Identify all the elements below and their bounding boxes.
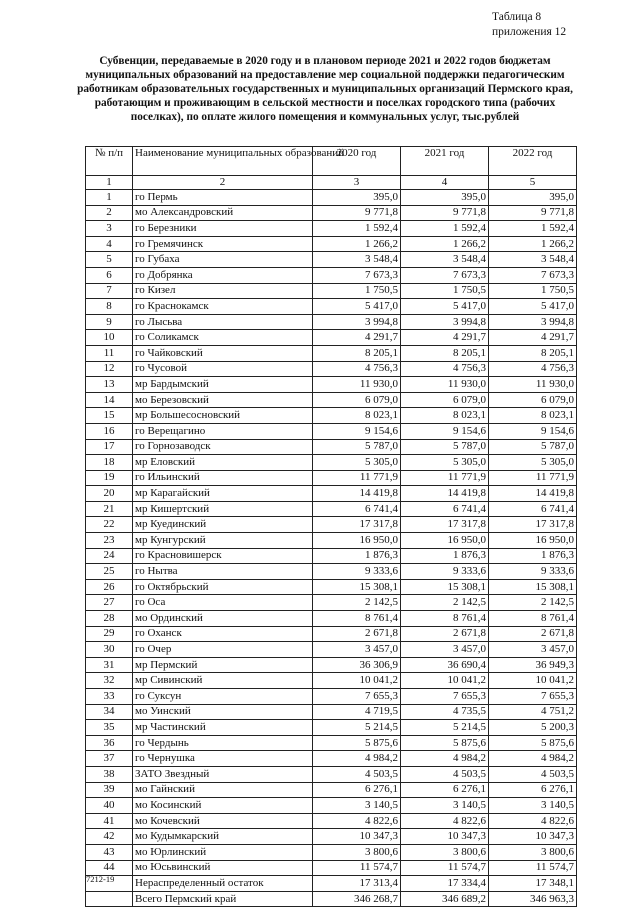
value-2022: 2 671,8 xyxy=(489,626,577,642)
municipality-name: го Верещагино xyxy=(133,423,313,439)
unallocated-2020: 17 313,4 xyxy=(313,876,401,892)
value-2021: 1 266,2 xyxy=(401,236,489,252)
value-2020: 4 291,7 xyxy=(313,330,401,346)
value-2022: 11 930,0 xyxy=(489,377,577,393)
municipality-name: мо Кудымкарский xyxy=(133,829,313,845)
row-number: 34 xyxy=(86,704,133,720)
value-2022: 10 347,3 xyxy=(489,829,577,845)
table-row xyxy=(86,798,577,814)
unallocated-2021: 17 334,4 xyxy=(401,876,489,892)
value-2020: 8 205,1 xyxy=(313,345,401,361)
table-row xyxy=(86,361,577,377)
value-2021: 6 079,0 xyxy=(401,392,489,408)
total-label: Всего Пермский край xyxy=(133,891,313,907)
subventions-table xyxy=(85,146,577,907)
municipality-name: го Чусовой xyxy=(133,361,313,377)
table-row xyxy=(86,657,577,673)
value-2022: 8 205,1 xyxy=(489,345,577,361)
row-number: 36 xyxy=(86,735,133,751)
unallocated-label: Нераспределенный остаток xyxy=(133,876,313,892)
table-row xyxy=(86,751,577,767)
value-2022: 7 655,3 xyxy=(489,689,577,705)
value-2022: 1 592,4 xyxy=(489,221,577,237)
municipality-name: го Гремячинск xyxy=(133,236,313,252)
value-2020: 1 592,4 xyxy=(313,221,401,237)
table-row xyxy=(86,423,577,439)
table-row xyxy=(86,564,577,580)
table-row xyxy=(86,205,577,221)
row-number: 16 xyxy=(86,423,133,439)
table-row xyxy=(86,345,577,361)
value-2020: 3 548,4 xyxy=(313,252,401,268)
municipality-name: мр Сивинский xyxy=(133,673,313,689)
value-2020: 3 457,0 xyxy=(313,642,401,658)
value-2022: 2 142,5 xyxy=(489,595,577,611)
municipality-name: мр Кишертский xyxy=(133,501,313,517)
table-reference xyxy=(492,10,566,40)
value-2020: 6 276,1 xyxy=(313,782,401,798)
table-row xyxy=(86,689,577,705)
municipality-name: го Соликамск xyxy=(133,330,313,346)
col-number-4: 4 xyxy=(401,176,489,190)
municipality-name: мо Березовский xyxy=(133,392,313,408)
value-2022: 3 800,6 xyxy=(489,844,577,860)
municipality-name: го Кизел xyxy=(133,283,313,299)
row-number: 18 xyxy=(86,455,133,471)
row-number: 26 xyxy=(86,579,133,595)
value-2021: 6 741,4 xyxy=(401,501,489,517)
value-2022: 5 305,0 xyxy=(489,455,577,471)
value-2021: 17 317,8 xyxy=(401,517,489,533)
value-2020: 8 023,1 xyxy=(313,408,401,424)
value-2020: 5 417,0 xyxy=(313,299,401,315)
value-2022: 10 041,2 xyxy=(489,673,577,689)
row-number: 12 xyxy=(86,361,133,377)
value-2021: 7 655,3 xyxy=(401,689,489,705)
value-2022: 6 276,1 xyxy=(489,782,577,798)
value-2021: 3 548,4 xyxy=(401,252,489,268)
value-2021: 11 574,7 xyxy=(401,860,489,876)
value-2022: 3 457,0 xyxy=(489,642,577,658)
municipality-name: мо Косинский xyxy=(133,798,313,814)
value-2021: 14 419,8 xyxy=(401,486,489,502)
value-2021: 6 276,1 xyxy=(401,782,489,798)
row-number: 17 xyxy=(86,439,133,455)
value-2021: 36 690,4 xyxy=(401,657,489,673)
table-header-row xyxy=(86,147,577,176)
value-2022: 11 574,7 xyxy=(489,860,577,876)
col-number-3: 3 xyxy=(313,176,401,190)
row-number: 30 xyxy=(86,642,133,658)
value-2020: 11 771,9 xyxy=(313,470,401,486)
municipality-name: го Чернушка xyxy=(133,751,313,767)
value-2021: 3 800,6 xyxy=(401,844,489,860)
value-2021: 8 023,1 xyxy=(401,408,489,424)
value-2022: 8 761,4 xyxy=(489,611,577,627)
col-header-name: Наименование муниципальных образований xyxy=(133,147,313,176)
value-2022: 5 417,0 xyxy=(489,299,577,315)
table-row xyxy=(86,267,577,283)
total-2021: 346 689,2 xyxy=(401,891,489,907)
table-row xyxy=(86,486,577,502)
value-2020: 5 305,0 xyxy=(313,455,401,471)
row-number: 20 xyxy=(86,486,133,502)
row-number: 35 xyxy=(86,720,133,736)
total-2020: 346 268,7 xyxy=(313,891,401,907)
column-number-row xyxy=(86,176,577,190)
value-2021: 5 875,6 xyxy=(401,735,489,751)
value-2020: 4 503,5 xyxy=(313,766,401,782)
row-number: 4 xyxy=(86,236,133,252)
row-number: 24 xyxy=(86,548,133,564)
table-row xyxy=(86,595,577,611)
row-number: 38 xyxy=(86,766,133,782)
row-number: 43 xyxy=(86,844,133,860)
value-2022: 7 673,3 xyxy=(489,267,577,283)
row-number: 25 xyxy=(86,564,133,580)
value-2022: 6 079,0 xyxy=(489,392,577,408)
row-number: 1 xyxy=(86,190,133,206)
municipality-name: мр Частинский xyxy=(133,720,313,736)
col-number-5: 5 xyxy=(489,176,577,190)
row-number: 2 xyxy=(86,205,133,221)
value-2021: 16 950,0 xyxy=(401,533,489,549)
table-row xyxy=(86,533,577,549)
row-number: 37 xyxy=(86,751,133,767)
total-2022: 346 963,3 xyxy=(489,891,577,907)
value-2020: 4 822,6 xyxy=(313,813,401,829)
table-row xyxy=(86,221,577,237)
row-number: 41 xyxy=(86,813,133,829)
municipality-name: мр Куединский xyxy=(133,517,313,533)
value-2022: 11 771,9 xyxy=(489,470,577,486)
value-2021: 9 154,6 xyxy=(401,423,489,439)
value-2022: 395,0 xyxy=(489,190,577,206)
value-2020: 5 875,6 xyxy=(313,735,401,751)
municipality-name: го Лысьва xyxy=(133,314,313,330)
value-2021: 4 822,6 xyxy=(401,813,489,829)
table-row xyxy=(86,190,577,206)
row-number: 14 xyxy=(86,392,133,408)
value-2021: 1 750,5 xyxy=(401,283,489,299)
municipality-name: го Нытва xyxy=(133,564,313,580)
value-2020: 9 333,6 xyxy=(313,564,401,580)
municipality-name: го Оса xyxy=(133,595,313,611)
row-number: 42 xyxy=(86,829,133,845)
value-2020: 1 750,5 xyxy=(313,283,401,299)
row-number: 28 xyxy=(86,611,133,627)
value-2022: 3 548,4 xyxy=(489,252,577,268)
row-number: 3 xyxy=(86,221,133,237)
value-2021: 11 771,9 xyxy=(401,470,489,486)
municipality-name: ЗАТО Звездный xyxy=(133,766,313,782)
table-row xyxy=(86,408,577,424)
value-2022: 6 741,4 xyxy=(489,501,577,517)
value-2021: 4 735,5 xyxy=(401,704,489,720)
value-2020: 5 214,5 xyxy=(313,720,401,736)
table-row xyxy=(86,439,577,455)
value-2020: 1 266,2 xyxy=(313,236,401,252)
value-2021: 1 876,3 xyxy=(401,548,489,564)
value-2021: 5 214,5 xyxy=(401,720,489,736)
col-number-1: 1 xyxy=(86,176,133,190)
value-2022: 5 787,0 xyxy=(489,439,577,455)
value-2021: 1 592,4 xyxy=(401,221,489,237)
table-row xyxy=(86,377,577,393)
value-2020: 17 317,8 xyxy=(313,517,401,533)
value-2022: 9 333,6 xyxy=(489,564,577,580)
municipality-name: мо Ординский xyxy=(133,611,313,627)
value-2020: 36 306,9 xyxy=(313,657,401,673)
row-number: 7 xyxy=(86,283,133,299)
value-2022: 1 750,5 xyxy=(489,283,577,299)
row-number: 44 xyxy=(86,860,133,876)
value-2021: 9 771,8 xyxy=(401,205,489,221)
value-2022: 4 822,6 xyxy=(489,813,577,829)
municipality-name: го Горнозаводск xyxy=(133,439,313,455)
value-2021: 5 417,0 xyxy=(401,299,489,315)
row-number: 40 xyxy=(86,798,133,814)
row-number: 10 xyxy=(86,330,133,346)
value-2022: 4 984,2 xyxy=(489,751,577,767)
table-row xyxy=(86,299,577,315)
value-2020: 9 154,6 xyxy=(313,423,401,439)
value-2021: 5 787,0 xyxy=(401,439,489,455)
municipality-name: го Добрянка xyxy=(133,267,313,283)
table-row xyxy=(86,611,577,627)
value-2020: 3 994,8 xyxy=(313,314,401,330)
value-2020: 8 761,4 xyxy=(313,611,401,627)
municipality-name: го Краснокамск xyxy=(133,299,313,315)
table-row xyxy=(86,766,577,782)
municipality-name: мр Большесосновский xyxy=(133,408,313,424)
table-row xyxy=(86,704,577,720)
table-body xyxy=(86,190,577,876)
value-2020: 10 041,2 xyxy=(313,673,401,689)
document-title: Субвенции, передаваемые в 2020 году и в плановом периоде 2021 и 2022 годов бюджетам муниципальных образований на предоставление мер социальной поддержки педагогическим работникам образовательных государственных и муниципальных организаций Пермского края, работающим и проживающим в сельской местности и поселках городского типа (рабочих поселках), по оплате жилого помещения и коммунальных услуг, тыс.рублей xyxy=(77,55,573,123)
value-2021: 2 142,5 xyxy=(401,595,489,611)
municipality-name: мр Карагайский xyxy=(133,486,313,502)
value-2020: 11 574,7 xyxy=(313,860,401,876)
table-row xyxy=(86,579,577,595)
table-row xyxy=(86,548,577,564)
value-2021: 3 140,5 xyxy=(401,798,489,814)
row-number: 32 xyxy=(86,673,133,689)
row-number-cell xyxy=(86,891,133,907)
table-row xyxy=(86,782,577,798)
table-row xyxy=(86,283,577,299)
value-2022: 4 756,3 xyxy=(489,361,577,377)
row-number: 22 xyxy=(86,517,133,533)
value-2022: 14 419,8 xyxy=(489,486,577,502)
municipality-name: мр Кунгурский xyxy=(133,533,313,549)
col-header-2020: 2020 год xyxy=(313,147,401,176)
value-2020: 4 756,3 xyxy=(313,361,401,377)
table-row xyxy=(86,501,577,517)
municipality-name: го Чердынь xyxy=(133,735,313,751)
row-number: 31 xyxy=(86,657,133,673)
value-2022: 9 771,8 xyxy=(489,205,577,221)
value-2020: 6 741,4 xyxy=(313,501,401,517)
table-row xyxy=(86,626,577,642)
municipality-name: мо Александровский xyxy=(133,205,313,221)
table-label: Таблица 8 xyxy=(492,11,542,23)
row-number: 29 xyxy=(86,626,133,642)
row-number: 19 xyxy=(86,470,133,486)
value-2022: 5 875,6 xyxy=(489,735,577,751)
table-row xyxy=(86,517,577,533)
value-2022: 1 876,3 xyxy=(489,548,577,564)
table-row xyxy=(86,470,577,486)
value-2020: 9 771,8 xyxy=(313,205,401,221)
table-row xyxy=(86,829,577,845)
col-header-2021: 2021 год xyxy=(401,147,489,176)
row-number: 15 xyxy=(86,408,133,424)
value-2021: 8 761,4 xyxy=(401,611,489,627)
value-2022: 16 950,0 xyxy=(489,533,577,549)
value-2021: 9 333,6 xyxy=(401,564,489,580)
value-2021: 5 305,0 xyxy=(401,455,489,471)
value-2021: 11 930,0 xyxy=(401,377,489,393)
row-number: 21 xyxy=(86,501,133,517)
value-2020: 4 719,5 xyxy=(313,704,401,720)
row-number: 39 xyxy=(86,782,133,798)
table-row xyxy=(86,642,577,658)
col-header-2022: 2022 год xyxy=(489,147,577,176)
total-row xyxy=(86,891,577,907)
value-2020: 16 950,0 xyxy=(313,533,401,549)
value-2021: 3 457,0 xyxy=(401,642,489,658)
table-row xyxy=(86,330,577,346)
col-number-2: 2 xyxy=(133,176,313,190)
municipality-name: го Губаха xyxy=(133,252,313,268)
value-2020: 2 671,8 xyxy=(313,626,401,642)
value-2020: 7 655,3 xyxy=(313,689,401,705)
municipality-name: мо Юсьвинский xyxy=(133,860,313,876)
value-2021: 10 347,3 xyxy=(401,829,489,845)
municipality-name: мр Бардымский xyxy=(133,377,313,393)
row-number: 5 xyxy=(86,252,133,268)
value-2020: 5 787,0 xyxy=(313,439,401,455)
row-number: 33 xyxy=(86,689,133,705)
municipality-name: го Пермь xyxy=(133,190,313,206)
value-2020: 395,0 xyxy=(313,190,401,206)
municipality-name: го Чайковский xyxy=(133,345,313,361)
municipality-name: мо Юрлинский xyxy=(133,844,313,860)
value-2021: 4 503,5 xyxy=(401,766,489,782)
table-row xyxy=(86,236,577,252)
value-2020: 4 984,2 xyxy=(313,751,401,767)
municipality-name: мо Уинский xyxy=(133,704,313,720)
municipality-name: мо Кочевский xyxy=(133,813,313,829)
row-number: 6 xyxy=(86,267,133,283)
value-2021: 395,0 xyxy=(401,190,489,206)
table-row xyxy=(86,455,577,471)
value-2020: 3 800,6 xyxy=(313,844,401,860)
unallocated-2022: 17 348,1 xyxy=(489,876,577,892)
table-row xyxy=(86,720,577,736)
value-2020: 1 876,3 xyxy=(313,548,401,564)
table-row xyxy=(86,735,577,751)
value-2020: 15 308,1 xyxy=(313,579,401,595)
value-2020: 14 419,8 xyxy=(313,486,401,502)
value-2021: 4 984,2 xyxy=(401,751,489,767)
value-2021: 4 291,7 xyxy=(401,330,489,346)
value-2021: 8 205,1 xyxy=(401,345,489,361)
appendix-label: приложения 12 xyxy=(492,26,567,38)
unallocated-row xyxy=(86,876,577,892)
row-number: 11 xyxy=(86,345,133,361)
value-2021: 7 673,3 xyxy=(401,267,489,283)
value-2022: 17 317,8 xyxy=(489,517,577,533)
value-2020: 3 140,5 xyxy=(313,798,401,814)
value-2022: 15 308,1 xyxy=(489,579,577,595)
row-number: 9 xyxy=(86,314,133,330)
table-row xyxy=(86,673,577,689)
row-number: 23 xyxy=(86,533,133,549)
table-row xyxy=(86,314,577,330)
municipality-name: го Оханск xyxy=(133,626,313,642)
municipality-name: мр Пермский xyxy=(133,657,313,673)
value-2021: 15 308,1 xyxy=(401,579,489,595)
value-2020: 11 930,0 xyxy=(313,377,401,393)
value-2022: 3 994,8 xyxy=(489,314,577,330)
value-2020: 6 079,0 xyxy=(313,392,401,408)
municipality-name: го Красновишерск xyxy=(133,548,313,564)
table-row xyxy=(86,392,577,408)
document-code: 7212-19 xyxy=(86,874,115,884)
row-number: 8 xyxy=(86,299,133,315)
value-2020: 10 347,3 xyxy=(313,829,401,845)
value-2022: 9 154,6 xyxy=(489,423,577,439)
municipality-name: го Октябрьский xyxy=(133,579,313,595)
municipality-name: го Очер xyxy=(133,642,313,658)
table-row xyxy=(86,844,577,860)
value-2021: 4 756,3 xyxy=(401,361,489,377)
value-2022: 1 266,2 xyxy=(489,236,577,252)
col-header-number: № п/п xyxy=(86,147,133,176)
table-row xyxy=(86,813,577,829)
value-2022: 3 140,5 xyxy=(489,798,577,814)
value-2022: 4 751,2 xyxy=(489,704,577,720)
municipality-name: го Березники xyxy=(133,221,313,237)
value-2022: 36 949,3 xyxy=(489,657,577,673)
municipality-name: мо Гайнский xyxy=(133,782,313,798)
municipality-name: го Ильинский xyxy=(133,470,313,486)
value-2021: 2 671,8 xyxy=(401,626,489,642)
table-row xyxy=(86,252,577,268)
municipality-name: мр Еловский xyxy=(133,455,313,471)
value-2022: 8 023,1 xyxy=(489,408,577,424)
table-row xyxy=(86,860,577,876)
value-2021: 3 994,8 xyxy=(401,314,489,330)
value-2020: 7 673,3 xyxy=(313,267,401,283)
value-2022: 5 200,3 xyxy=(489,720,577,736)
value-2022: 4 503,5 xyxy=(489,766,577,782)
municipality-name: го Суксун xyxy=(133,689,313,705)
row-number: 13 xyxy=(86,377,133,393)
value-2020: 2 142,5 xyxy=(313,595,401,611)
value-2021: 10 041,2 xyxy=(401,673,489,689)
value-2022: 4 291,7 xyxy=(489,330,577,346)
row-number: 27 xyxy=(86,595,133,611)
